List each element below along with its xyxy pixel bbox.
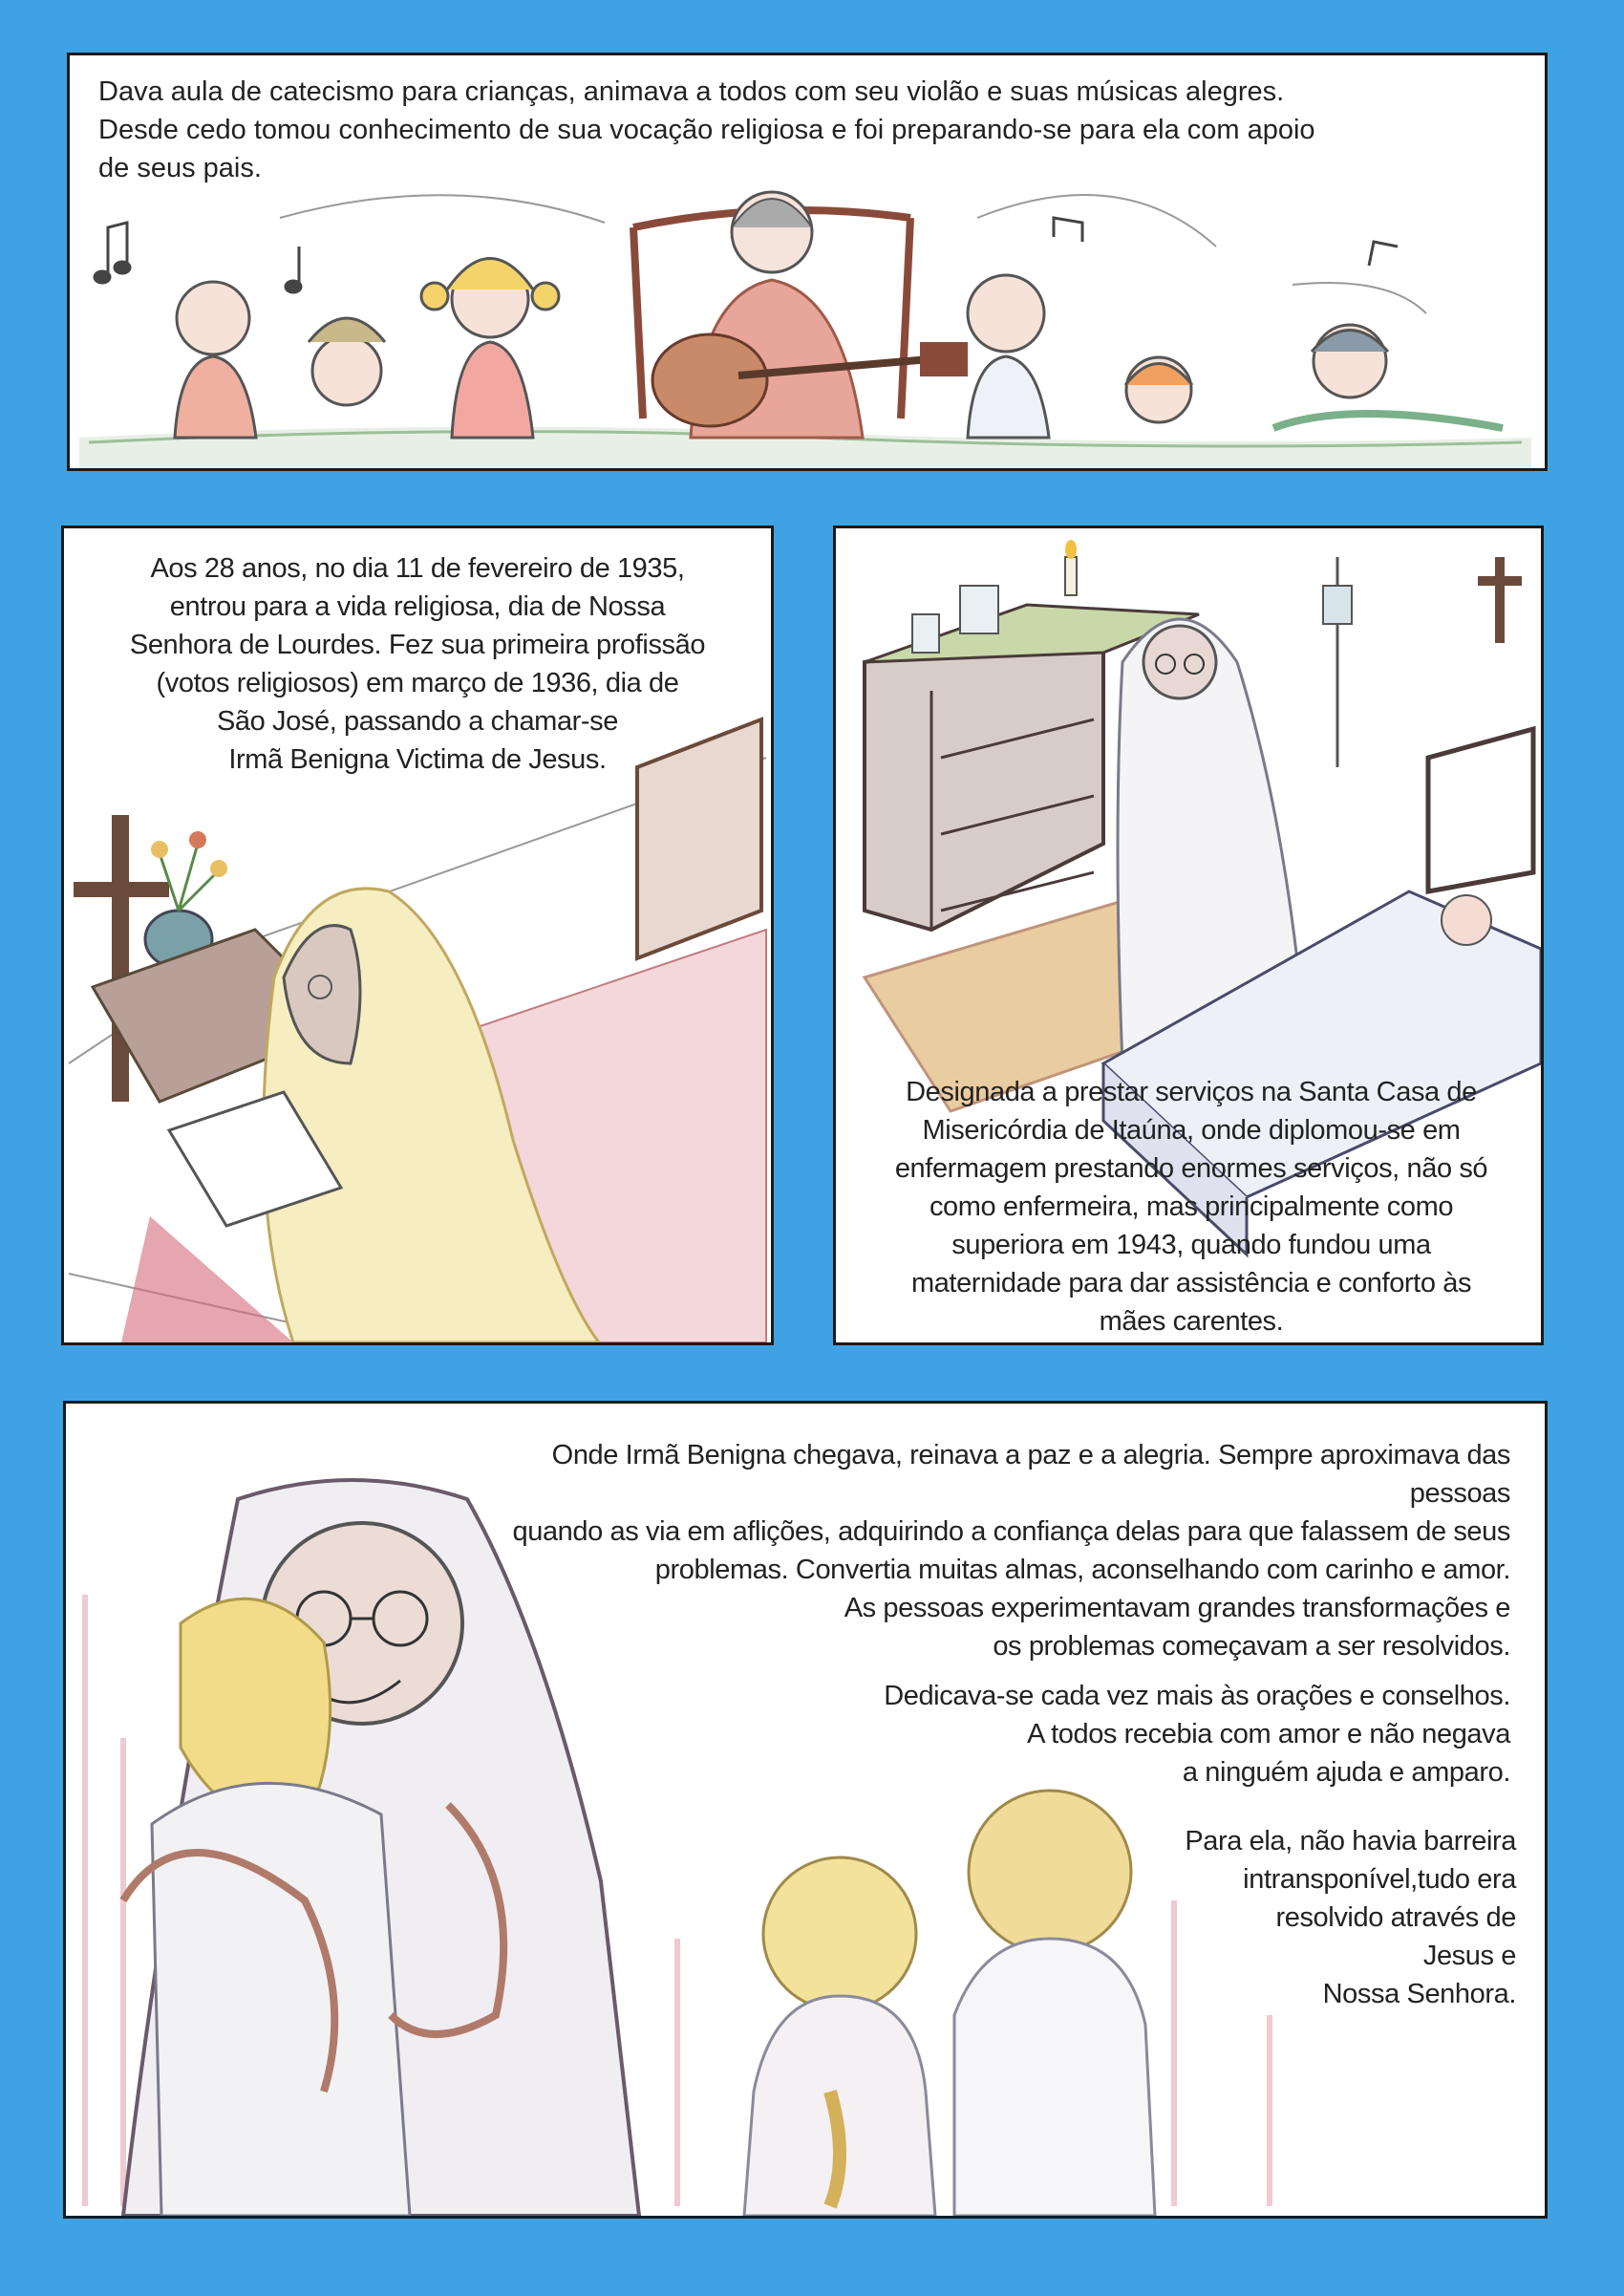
panel-catechism [67,53,1548,471]
caption-line: Dava aula de catecismo para crianças, animava a todos com seu violão e suas músicas alegres. [98,76,1285,107]
caption-line: como enfermeira, mas principalmente como [929,1191,1454,1222]
caption-line: Nossa Senhora. [1322,1979,1516,2009]
caption-line: de seus pais. [98,153,262,183]
caption-line: a ninguém ajuda e amparo. [1182,1757,1510,1788]
candle-icon [1065,540,1077,595]
caption-line: (votos religiosos) em março de 1936, dia de [156,668,679,698]
panel-embrace-paragraph-2 [746,1677,1510,1792]
panel-catechism-caption [98,73,1531,187]
panel-religious-life-caption [83,549,752,779]
caption-line: entrou para a vida religiosa, dia de Nossa [169,591,666,622]
caption-line: maternidade para dar assistência e conforto às [910,1268,1472,1298]
caption-line: Jesus e [1422,1941,1516,1971]
caption-line: superiora em 1943, quando fundou uma [951,1230,1431,1260]
caption-line: problemas. Convertia muitas almas, aconselhando com carinho e amor. [654,1555,1510,1585]
caption-line: São José, passando a chamar-se [216,706,619,737]
caption-line: Onde Irmã Benigna chegava, reinava a paz e a alegria. Sempre aproximava das pessoas [551,1440,1510,1509]
caption-line: Irmã Benigna Victima de Jesus. [228,744,607,775]
caption-line: Aos 28 anos, no dia 11 de fevereiro de 1935, [150,553,685,584]
caption-line: enfermagem prestando enormes serviços, não só [894,1153,1488,1184]
caption-line: Misericórdia de Itaúna, onde diplomou-se em [922,1115,1461,1146]
caption-line: os problemas começavam a ser resolvidos. [993,1631,1510,1662]
caption-line: Dedicava-se cada vez mais às orações e conselhos. [884,1681,1510,1711]
caption-line: intransponível,tudo era [1243,1864,1516,1895]
panel-embrace-paragraph-3 [1038,1822,1516,2013]
crucifix-icon [1478,557,1522,643]
caption-line: Para ela, não havia barreira [1185,1826,1516,1856]
caption-line: resolvido através de [1275,1902,1516,1933]
caption-line: Senhora de Lourdes. Fez sua primeira profissão [129,630,706,660]
panel-hospital-caption [855,1073,1528,1341]
panel-embrace [63,1401,1548,2219]
panel-religious-life [61,526,774,1345]
caption-line: As pessoas experimentavam grandes transformações e [844,1593,1510,1623]
panel-hospital [833,526,1544,1345]
caption-line: Designada a prestar serviços na Santa Casa de [906,1077,1477,1107]
caption-line: mães carentes. [1099,1306,1284,1337]
caption-line: Desde cedo tomou conhecimento de sua vocação religiosa e foi preparando-se para ela com apoio [98,115,1315,145]
panel-embrace-paragraph-1 [459,1436,1510,1665]
caption-line: quando as via em aflições, adquirindo a confiança delas para que falassem de seus [512,1516,1510,1547]
caption-line: A todos recebia com amor e não negava [1027,1719,1510,1749]
